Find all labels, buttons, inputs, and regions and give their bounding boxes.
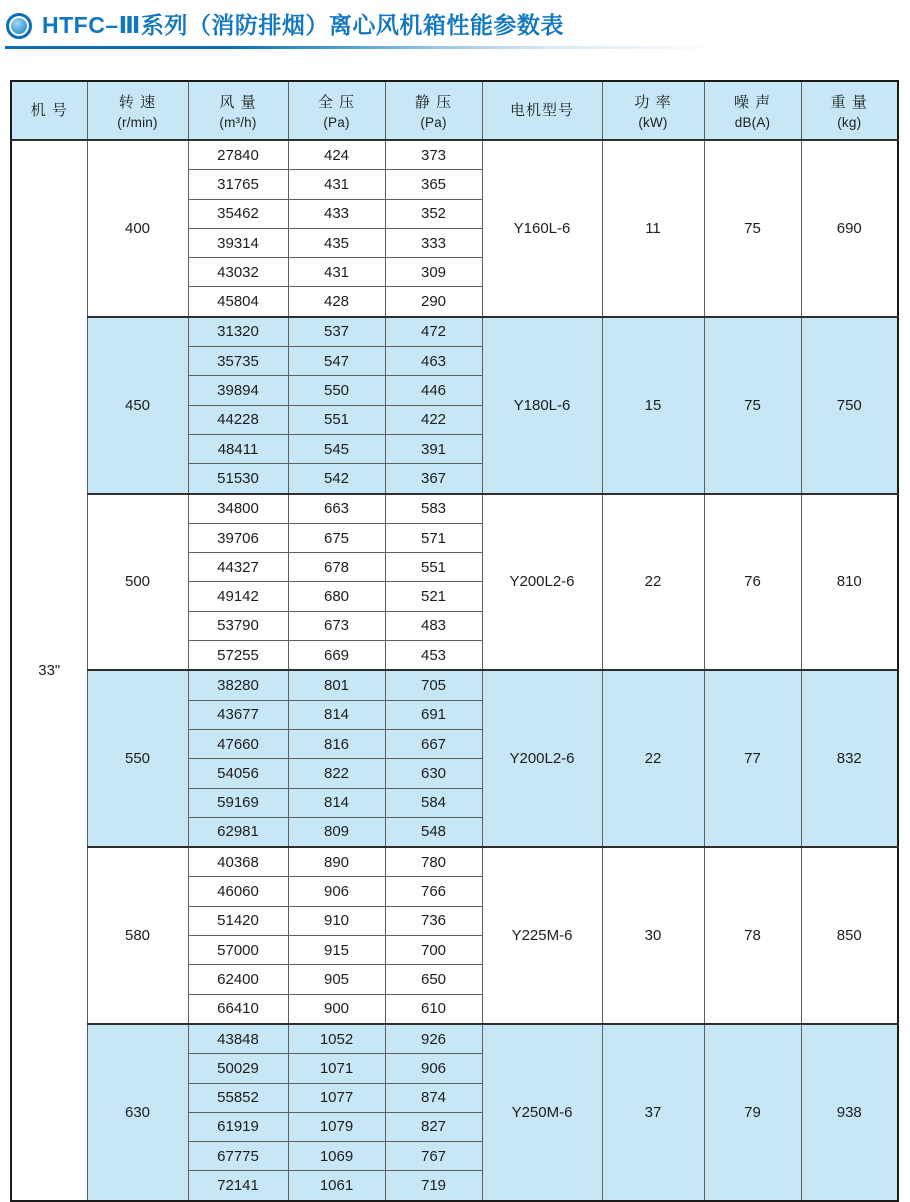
power-cell: 22 [602, 494, 704, 671]
noise-cell: 78 [704, 847, 801, 1024]
weight-cell: 810 [801, 494, 898, 671]
noise-cell: 79 [704, 1024, 801, 1201]
page-header [0, 0, 910, 39]
airflow-cell: 48411 [188, 434, 288, 463]
airflow-cell: 35462 [188, 199, 288, 228]
total-pressure-cell: 673 [288, 611, 385, 640]
static-pressure-cell: 551 [385, 553, 482, 582]
table-body [11, 140, 898, 1201]
static-pressure-cell: 548 [385, 817, 482, 847]
weight-cell: 850 [801, 847, 898, 1024]
static-pressure-cell: 373 [385, 140, 482, 170]
airflow-cell: 66410 [188, 994, 288, 1024]
total-pressure-cell: 669 [288, 641, 385, 671]
header-cell-total-pressure: 全 压 (Pa) [288, 81, 385, 140]
speed-cell: 580 [87, 847, 188, 1024]
airflow-cell: 57255 [188, 641, 288, 671]
total-pressure-cell: 906 [288, 877, 385, 906]
airflow-cell: 51530 [188, 464, 288, 494]
total-pressure-cell: 822 [288, 759, 385, 788]
noise-cell: 77 [704, 670, 801, 847]
total-pressure-cell: 424 [288, 140, 385, 170]
airflow-cell: 31320 [188, 317, 288, 347]
airflow-cell: 47660 [188, 729, 288, 758]
total-pressure-cell: 433 [288, 199, 385, 228]
title-underline [5, 46, 760, 49]
total-pressure-cell: 915 [288, 936, 385, 965]
motor-model-cell: Y225M-6 [482, 847, 602, 1024]
static-pressure-cell: 333 [385, 228, 482, 257]
static-pressure-cell: 463 [385, 347, 482, 376]
static-pressure-cell: 367 [385, 464, 482, 494]
total-pressure-cell: 809 [288, 817, 385, 847]
static-pressure-cell: 446 [385, 376, 482, 405]
airflow-cell: 43677 [188, 700, 288, 729]
table-row [11, 140, 898, 170]
static-pressure-cell: 705 [385, 670, 482, 700]
static-pressure-cell: 874 [385, 1083, 482, 1112]
noise-cell: 76 [704, 494, 801, 671]
total-pressure-cell: 537 [288, 317, 385, 347]
total-pressure-cell: 542 [288, 464, 385, 494]
airflow-cell: 44228 [188, 405, 288, 434]
power-cell: 15 [602, 317, 704, 494]
total-pressure-cell: 1071 [288, 1054, 385, 1083]
airflow-cell: 59169 [188, 788, 288, 817]
airflow-cell: 72141 [188, 1171, 288, 1201]
total-pressure-cell: 435 [288, 228, 385, 257]
airflow-cell: 45804 [188, 287, 288, 317]
table-row [11, 1024, 898, 1054]
airflow-cell: 34800 [188, 494, 288, 524]
table-header [11, 81, 898, 140]
airflow-cell: 61919 [188, 1112, 288, 1141]
static-pressure-cell: 719 [385, 1171, 482, 1201]
header-cell-noise: 噪 声 dB(A) [704, 81, 801, 140]
motor-model-cell: Y200L2-6 [482, 494, 602, 671]
static-pressure-cell: 583 [385, 494, 482, 524]
bullseye-icon [6, 13, 32, 39]
airflow-cell: 55852 [188, 1083, 288, 1112]
static-pressure-cell: 352 [385, 199, 482, 228]
header-cell-static-pressure: 静 压 (Pa) [385, 81, 482, 140]
airflow-cell: 62400 [188, 965, 288, 994]
total-pressure-cell: 431 [288, 170, 385, 199]
airflow-cell: 39894 [188, 376, 288, 405]
total-pressure-cell: 814 [288, 788, 385, 817]
static-pressure-cell: 571 [385, 523, 482, 552]
total-pressure-cell: 431 [288, 258, 385, 287]
static-pressure-cell: 610 [385, 994, 482, 1024]
airflow-cell: 39706 [188, 523, 288, 552]
total-pressure-cell: 551 [288, 405, 385, 434]
total-pressure-cell: 678 [288, 553, 385, 582]
static-pressure-cell: 584 [385, 788, 482, 817]
motor-model-cell: Y180L-6 [482, 317, 602, 494]
power-cell: 22 [602, 670, 704, 847]
airflow-cell: 43032 [188, 258, 288, 287]
header-row [11, 81, 898, 140]
airflow-cell: 50029 [188, 1054, 288, 1083]
header-cell-power: 功 率 (kW) [602, 81, 704, 140]
airflow-cell: 46060 [188, 877, 288, 906]
airflow-cell: 40368 [188, 847, 288, 877]
total-pressure-cell: 890 [288, 847, 385, 877]
static-pressure-cell: 780 [385, 847, 482, 877]
power-cell: 37 [602, 1024, 704, 1201]
static-pressure-cell: 483 [385, 611, 482, 640]
airflow-cell: 53790 [188, 611, 288, 640]
speed-cell: 500 [87, 494, 188, 671]
motor-model-cell: Y160L-6 [482, 140, 602, 317]
static-pressure-cell: 736 [385, 906, 482, 935]
static-pressure-cell: 691 [385, 700, 482, 729]
total-pressure-cell: 905 [288, 965, 385, 994]
weight-cell: 938 [801, 1024, 898, 1201]
airflow-cell: 35735 [188, 347, 288, 376]
airflow-cell: 49142 [188, 582, 288, 611]
static-pressure-cell: 521 [385, 582, 482, 611]
power-cell: 11 [602, 140, 704, 317]
static-pressure-cell: 290 [385, 287, 482, 317]
total-pressure-cell: 675 [288, 523, 385, 552]
motor-model-cell: Y250M-6 [482, 1024, 602, 1201]
table-row [11, 317, 898, 347]
static-pressure-cell: 667 [385, 729, 482, 758]
header-cell-airflow: 风 量 (m³/h) [188, 81, 288, 140]
total-pressure-cell: 1079 [288, 1112, 385, 1141]
total-pressure-cell: 550 [288, 376, 385, 405]
total-pressure-cell: 1061 [288, 1171, 385, 1201]
total-pressure-cell: 1069 [288, 1142, 385, 1171]
machine-no-cell: 33" [11, 140, 87, 1201]
page-title: HTFC–Ⅲ系列（消防排烟）离心风机箱性能参数表 [42, 12, 564, 39]
motor-model-cell: Y200L2-6 [482, 670, 602, 847]
weight-cell: 832 [801, 670, 898, 847]
speed-cell: 400 [87, 140, 188, 317]
static-pressure-cell: 767 [385, 1142, 482, 1171]
static-pressure-cell: 700 [385, 936, 482, 965]
header-cell-machine-no: 机 号 [11, 81, 87, 140]
static-pressure-cell: 926 [385, 1024, 482, 1054]
header-cell-weight: 重 量 (kg) [801, 81, 898, 140]
static-pressure-cell: 827 [385, 1112, 482, 1141]
total-pressure-cell: 547 [288, 347, 385, 376]
performance-table [10, 80, 899, 1202]
static-pressure-cell: 453 [385, 641, 482, 671]
airflow-cell: 67775 [188, 1142, 288, 1171]
weight-cell: 750 [801, 317, 898, 494]
total-pressure-cell: 545 [288, 434, 385, 463]
noise-cell: 75 [704, 140, 801, 317]
table-row [11, 670, 898, 700]
static-pressure-cell: 766 [385, 877, 482, 906]
total-pressure-cell: 428 [288, 287, 385, 317]
noise-cell: 75 [704, 317, 801, 494]
header-cell-speed: 转 速 (r/min) [87, 81, 188, 140]
static-pressure-cell: 472 [385, 317, 482, 347]
static-pressure-cell: 309 [385, 258, 482, 287]
table-row [11, 494, 898, 524]
static-pressure-cell: 906 [385, 1054, 482, 1083]
airflow-cell: 51420 [188, 906, 288, 935]
speed-cell: 450 [87, 317, 188, 494]
total-pressure-cell: 663 [288, 494, 385, 524]
total-pressure-cell: 1077 [288, 1083, 385, 1112]
table-row [11, 847, 898, 877]
static-pressure-cell: 630 [385, 759, 482, 788]
airflow-cell: 43848 [188, 1024, 288, 1054]
header-cell-motor-model: 电机型号 [482, 81, 602, 140]
static-pressure-cell: 365 [385, 170, 482, 199]
airflow-cell: 39314 [188, 228, 288, 257]
weight-cell: 690 [801, 140, 898, 317]
airflow-cell: 44327 [188, 553, 288, 582]
total-pressure-cell: 801 [288, 670, 385, 700]
airflow-cell: 62981 [188, 817, 288, 847]
airflow-cell: 38280 [188, 670, 288, 700]
total-pressure-cell: 910 [288, 906, 385, 935]
speed-cell: 550 [87, 670, 188, 847]
static-pressure-cell: 650 [385, 965, 482, 994]
static-pressure-cell: 422 [385, 405, 482, 434]
power-cell: 30 [602, 847, 704, 1024]
airflow-cell: 31765 [188, 170, 288, 199]
speed-cell: 630 [87, 1024, 188, 1201]
total-pressure-cell: 814 [288, 700, 385, 729]
total-pressure-cell: 900 [288, 994, 385, 1024]
static-pressure-cell: 391 [385, 434, 482, 463]
airflow-cell: 54056 [188, 759, 288, 788]
airflow-cell: 57000 [188, 936, 288, 965]
airflow-cell: 27840 [188, 140, 288, 170]
total-pressure-cell: 816 [288, 729, 385, 758]
total-pressure-cell: 1052 [288, 1024, 385, 1054]
total-pressure-cell: 680 [288, 582, 385, 611]
